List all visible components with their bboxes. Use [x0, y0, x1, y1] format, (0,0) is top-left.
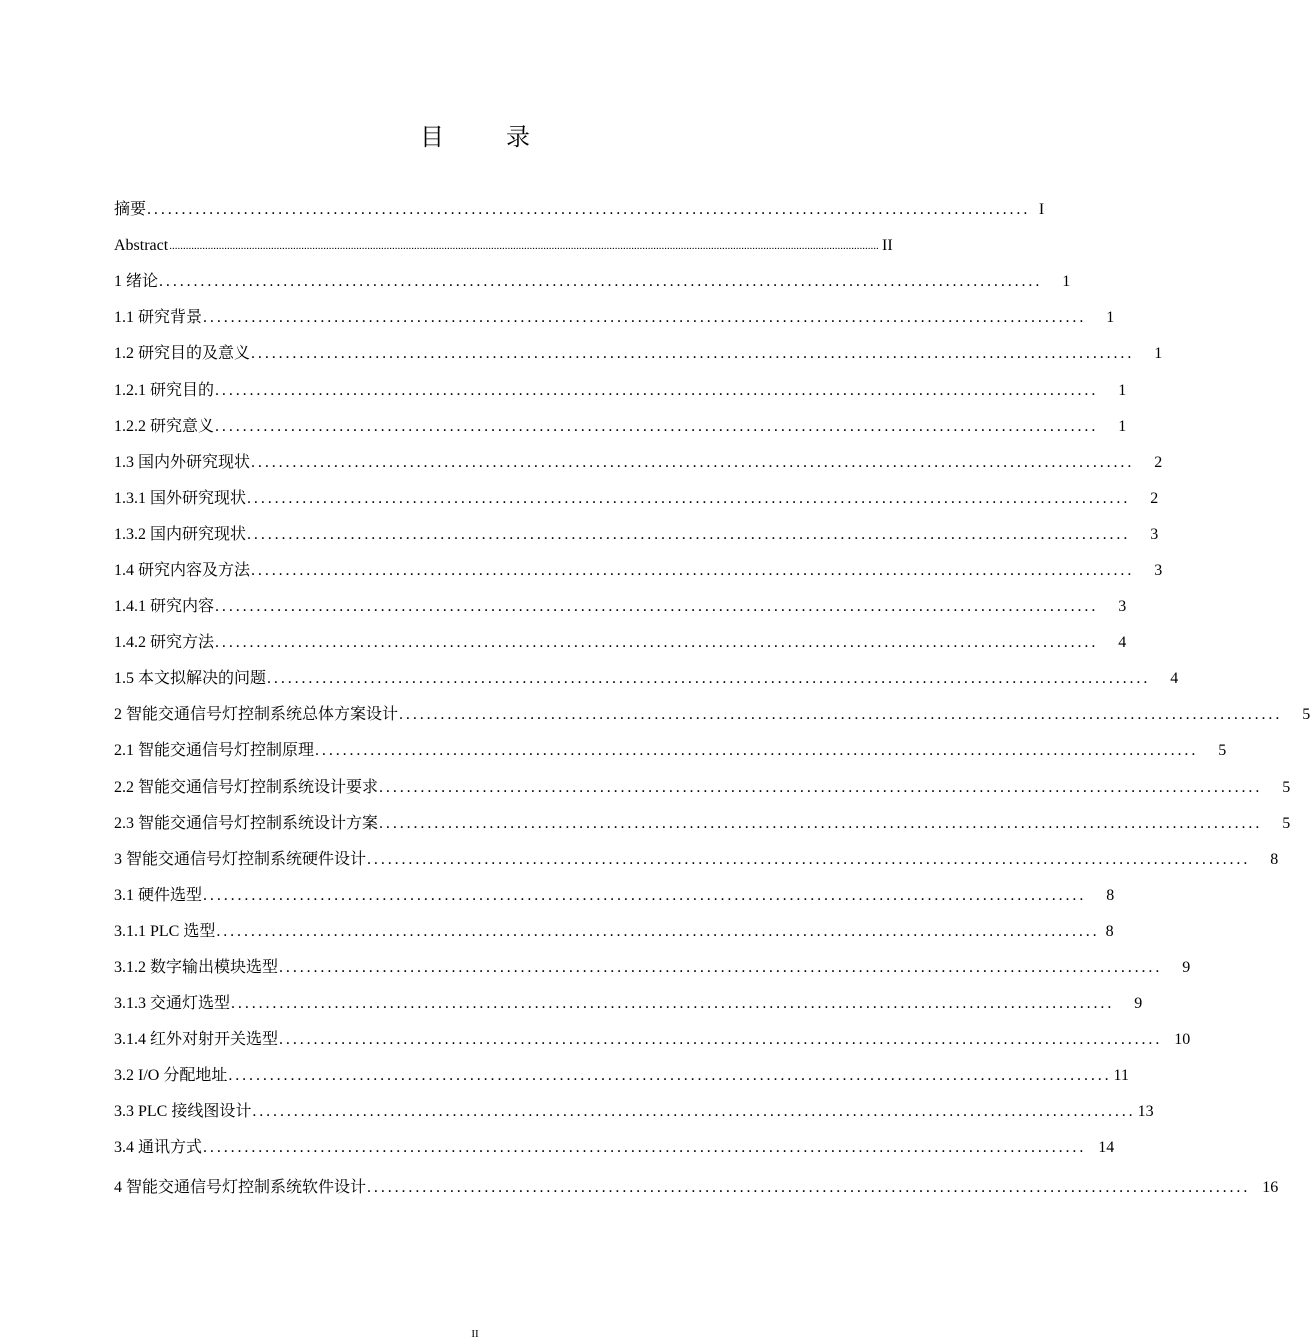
- toc-entry-3-1-3[interactable]: [114, 986, 1143, 1022]
- toc-entry-label: 2.3 智能交通信号灯控制系统设计方案: [114, 814, 379, 832]
- toc-entry-1-5[interactable]: [114, 661, 1179, 697]
- toc-entry-page: 9: [1162, 958, 1190, 978]
- dot-leader: ................................................................................................................................: [367, 1178, 1251, 1196]
- dot-leader: ................................................................................................................................: [251, 453, 1135, 471]
- toc-entry-abstract-cn[interactable]: [114, 192, 1045, 228]
- dot-leader: ................................................................................................................................: [251, 561, 1135, 579]
- toc-entry-label: 1.5 本文拟解决的问题: [114, 670, 267, 688]
- toc-entry-page: 10: [1162, 1030, 1190, 1050]
- dot-leader: ................................................................................................................................: [367, 850, 1251, 868]
- toc-entry-page: 1: [1042, 272, 1070, 292]
- toc-entry-page: 2: [1134, 453, 1162, 473]
- toc-entry-label: 2.2 智能交通信号灯控制系统设计要求: [114, 778, 379, 796]
- toc-entry-1-4-2[interactable]: [114, 625, 1127, 661]
- toc-entry-3-3[interactable]: [114, 1094, 1154, 1130]
- toc-entry-3-1-2[interactable]: [114, 950, 1191, 986]
- toc-entry-label: 摘要: [114, 201, 147, 219]
- dot-leader: ................................................................................................................................: [228, 1067, 1112, 1085]
- toc-entry-label: 1.3 国内外研究现状: [114, 453, 251, 471]
- dot-leader: ................................................................................................................................: [231, 995, 1115, 1013]
- toc-entry-label: 3.3 PLC 接线图设计: [114, 1103, 252, 1121]
- toc-entry-2-3[interactable]: [114, 806, 1291, 842]
- toc-entry-ch2[interactable]: [114, 697, 1310, 733]
- toc-entry-1-3-2[interactable]: [114, 517, 1159, 553]
- dot-leader: ................................................................................................................................: [252, 1103, 1136, 1121]
- toc-entry-label: 3.1 硬件选型: [114, 886, 203, 904]
- toc-entry-label: 1.2.2 研究意义: [114, 417, 215, 435]
- dot-leader: ................................................................................................................................: [203, 1139, 1087, 1157]
- page-title: 目 录: [420, 125, 558, 151]
- dot-leader: ................................................................................................................................: [215, 634, 1099, 652]
- dot-leader: ................................................................................................................................: [247, 525, 1131, 543]
- toc-entry-abstract-en[interactable]: [114, 228, 893, 264]
- toc-entry-page: 16: [1250, 1178, 1278, 1198]
- toc-entry-label: 4 智能交通信号灯控制系统软件设计: [114, 1178, 367, 1196]
- dot-leader: ................................................................................................................................: [159, 273, 1043, 291]
- dot-leader: ................................................................................................................................: [203, 886, 1087, 904]
- dot-leader: ................................................................................................................................: [247, 489, 1131, 507]
- toc-entry-1-1[interactable]: [114, 300, 1115, 336]
- toc-entry-label: 1.4.1 研究内容: [114, 598, 215, 616]
- footer-page-number: II: [471, 1328, 479, 1340]
- toc-entry-2-2[interactable]: [114, 770, 1291, 806]
- toc-entry-ch1[interactable]: [114, 264, 1071, 300]
- toc-entry-label: 1.2.1 研究目的: [114, 381, 215, 399]
- toc-entry-1-4-1[interactable]: [114, 589, 1127, 625]
- toc-entry-page: 5: [1262, 814, 1290, 834]
- toc-entry-page: 1: [1134, 344, 1162, 364]
- toc-entry-page: 5: [1262, 778, 1290, 798]
- toc-entry-page: 8: [1100, 922, 1114, 942]
- toc-entry-label: 2 智能交通信号灯控制系统总体方案设计: [114, 706, 399, 724]
- toc-entry-label: 1.2 研究目的及意义: [114, 345, 251, 363]
- toc-entry-label: 1 绪论: [114, 273, 159, 291]
- toc-entry-label: 3.1.1 PLC 选型: [114, 922, 216, 940]
- toc-entry-page: 3: [1130, 525, 1158, 545]
- dot-leader: ................................................................................................................................: [399, 706, 1283, 724]
- toc-entry-label: 1.1 研究背景: [114, 309, 203, 327]
- dot-leader: ................................................................................................................................: [267, 670, 1151, 688]
- toc-entry-page: 13: [1137, 1103, 1154, 1121]
- toc-entry-3-2[interactable]: [114, 1058, 1129, 1094]
- toc-entry-page: 5: [1282, 705, 1310, 725]
- toc-entry-page: 11: [1113, 1067, 1129, 1085]
- toc-entry-3-1[interactable]: [114, 878, 1115, 914]
- toc-entry-label: 1.4.2 研究方法: [114, 634, 215, 652]
- toc-entry-1-2-2[interactable]: [114, 409, 1127, 445]
- toc-entry-page: 14: [1086, 1138, 1114, 1158]
- toc-entry-3-1-1[interactable]: [114, 914, 1114, 950]
- toc-entry-page: 3: [1134, 561, 1162, 581]
- toc-entry-3-1-4[interactable]: [114, 1022, 1191, 1058]
- dot-leader: ..................................................................................................................................................................................................................................................................: [169, 240, 879, 253]
- toc-entry-ch3[interactable]: [114, 842, 1279, 878]
- toc-entry-page: 1: [1098, 381, 1126, 401]
- dot-leader: ................................................................................................................................: [379, 778, 1263, 796]
- toc-entry-1-2-1[interactable]: [114, 372, 1127, 408]
- toc-entry-label: 3.1.3 交通灯选型: [114, 995, 231, 1013]
- toc-entry-label: Abstract: [114, 237, 169, 255]
- dot-leader: ................................................................................................................................: [315, 742, 1199, 760]
- toc-entry-2-1[interactable]: [114, 733, 1227, 769]
- toc-entry-page: 5: [1198, 741, 1226, 761]
- toc-entry-page: II: [879, 236, 893, 256]
- toc-entry-page: 1: [1098, 417, 1126, 437]
- toc-entry-1-3-1[interactable]: [114, 481, 1159, 517]
- dot-leader: ................................................................................................................................: [279, 1031, 1163, 1049]
- toc-entry-page: 8: [1086, 886, 1114, 906]
- toc-entry-page: 2: [1130, 489, 1158, 509]
- toc-entry-page: 4: [1150, 669, 1178, 689]
- dot-leader: ................................................................................................................................: [216, 922, 1100, 940]
- toc-entry-page: I: [1030, 200, 1044, 220]
- toc-entry-page: 8: [1250, 850, 1278, 870]
- toc-entry-page: 3: [1098, 597, 1126, 617]
- toc-entry-ch4[interactable]: [114, 1167, 1279, 1209]
- dot-leader: ................................................................................................................................: [215, 417, 1099, 435]
- toc-entry-1-2[interactable]: [114, 336, 1163, 372]
- toc-entry-1-3[interactable]: [114, 445, 1163, 481]
- toc-entry-label: 2.1 智能交通信号灯控制原理: [114, 742, 315, 760]
- toc-entry-label: 1.3.2 国内研究现状: [114, 525, 247, 543]
- toc-entry-label: 3.1.2 数字输出模块选型: [114, 959, 279, 977]
- dot-leader: ................................................................................................................................: [379, 814, 1263, 832]
- toc-entry-1-4[interactable]: [114, 553, 1163, 589]
- toc-entry-label: 1.3.1 国外研究现状: [114, 489, 247, 507]
- table-of-contents: [114, 192, 1310, 1209]
- toc-entry-label: 3.1.4 红外对射开关选型: [114, 1031, 279, 1049]
- toc-entry-label: 3.4 通讯方式: [114, 1139, 203, 1157]
- dot-leader: ................................................................................................................................: [215, 598, 1099, 616]
- dot-leader: ................................................................................................................................: [147, 201, 1031, 219]
- toc-entry-label: 3.2 I/O 分配地址: [114, 1067, 228, 1085]
- toc-entry-3-4[interactable]: [114, 1130, 1115, 1166]
- dot-leader: ................................................................................................................................: [203, 309, 1087, 327]
- dot-leader: ................................................................................................................................: [215, 381, 1099, 399]
- toc-entry-page: 9: [1114, 994, 1142, 1014]
- dot-leader: ................................................................................................................................: [251, 345, 1135, 363]
- toc-entry-label: 3 智能交通信号灯控制系统硬件设计: [114, 850, 367, 868]
- dot-leader: ................................................................................................................................: [279, 959, 1163, 977]
- toc-entry-page: 1: [1086, 308, 1114, 328]
- toc-entry-label: 1.4 研究内容及方法: [114, 561, 251, 579]
- toc-entry-page: 4: [1098, 633, 1126, 653]
